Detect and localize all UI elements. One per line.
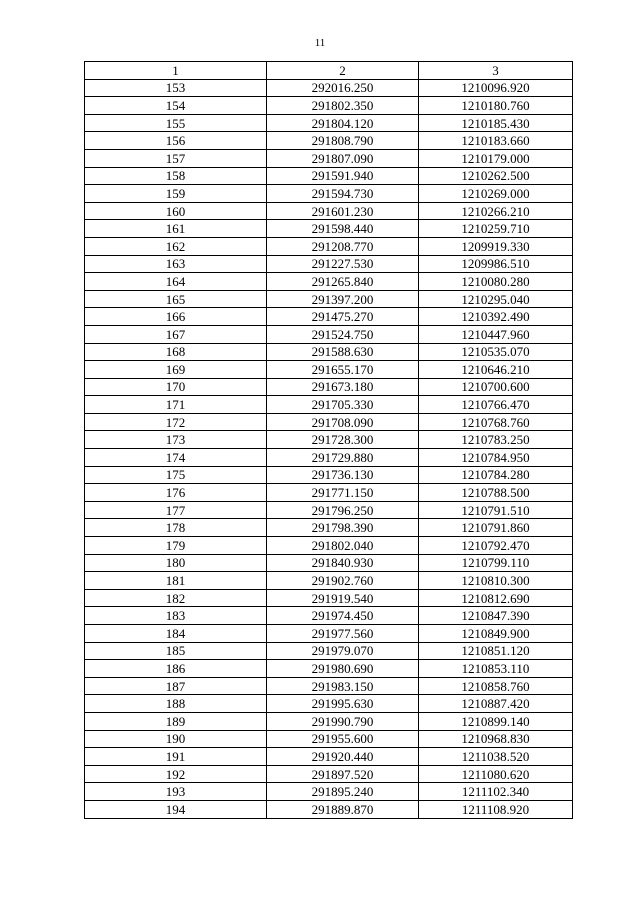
point-number-cell: 189 [85,712,267,730]
table-row [85,642,573,660]
point-number-cell: 166 [85,308,267,326]
x-coordinate-cell: 291397.200 [267,290,419,308]
table-row [85,537,573,555]
table-row [85,185,573,203]
x-coordinate-cell: 291983.150 [267,677,419,695]
table-row [85,519,573,537]
y-coordinate-cell: 1210185.430 [419,114,573,132]
table-header-row [85,62,573,80]
table-row [85,572,573,590]
point-number-cell: 182 [85,589,267,607]
x-coordinate-cell: 291227.530 [267,255,419,273]
table-row [85,378,573,396]
y-coordinate-cell: 1210700.600 [419,378,573,396]
point-number-cell: 171 [85,396,267,414]
point-number-cell: 164 [85,273,267,291]
x-coordinate-cell: 291588.630 [267,343,419,361]
point-number-cell: 190 [85,730,267,748]
table-row [85,237,573,255]
x-coordinate-cell: 291475.270 [267,308,419,326]
point-number-cell: 176 [85,484,267,502]
point-number-cell: 163 [85,255,267,273]
point-number-cell: 170 [85,378,267,396]
point-number-cell: 174 [85,449,267,467]
point-number-cell: 184 [85,625,267,643]
x-coordinate-cell: 291524.750 [267,325,419,343]
point-number-cell: 180 [85,554,267,572]
point-number-cell: 157 [85,149,267,167]
table-row [85,625,573,643]
y-coordinate-cell: 1209919.330 [419,237,573,255]
x-coordinate-cell: 291974.450 [267,607,419,625]
x-coordinate-cell: 291840.930 [267,554,419,572]
table-row [85,343,573,361]
point-number-cell: 154 [85,97,267,115]
y-coordinate-cell: 1210968.830 [419,730,573,748]
x-coordinate-cell: 291729.880 [267,449,419,467]
table-row [85,554,573,572]
y-coordinate-cell: 1210783.250 [419,431,573,449]
table-row [85,396,573,414]
x-coordinate-cell: 292016.250 [267,79,419,97]
x-coordinate-cell: 291708.090 [267,413,419,431]
x-coordinate-cell: 291594.730 [267,185,419,203]
x-coordinate-cell: 291736.130 [267,466,419,484]
point-number-cell: 193 [85,783,267,801]
x-coordinate-cell: 291889.870 [267,800,419,818]
y-coordinate-cell: 1210259.710 [419,220,573,238]
y-coordinate-cell: 1210262.500 [419,167,573,185]
table-row [85,695,573,713]
y-coordinate-cell: 1210180.760 [419,97,573,115]
table-header [85,62,573,80]
table-row [85,484,573,502]
table-row [85,712,573,730]
table-row [85,167,573,185]
point-number-cell: 186 [85,660,267,678]
y-coordinate-cell: 1210766.470 [419,396,573,414]
x-coordinate-cell: 291995.630 [267,695,419,713]
y-coordinate-cell: 1211038.520 [419,748,573,766]
y-coordinate-cell: 1210851.120 [419,642,573,660]
table-row [85,202,573,220]
table-row [85,361,573,379]
x-coordinate-cell: 291802.040 [267,537,419,555]
point-number-cell: 192 [85,765,267,783]
y-coordinate-cell: 1210791.510 [419,501,573,519]
y-coordinate-cell: 1210447.960 [419,325,573,343]
table-row [85,273,573,291]
x-coordinate-cell: 291895.240 [267,783,419,801]
table-row [85,325,573,343]
x-coordinate-cell: 291802.350 [267,97,419,115]
point-number-cell: 194 [85,800,267,818]
y-coordinate-cell: 1210858.760 [419,677,573,695]
y-coordinate-cell: 1211102.340 [419,783,573,801]
point-number-cell: 181 [85,572,267,590]
table-row [85,730,573,748]
y-coordinate-cell: 1210392.490 [419,308,573,326]
x-coordinate-cell: 291977.560 [267,625,419,643]
x-coordinate-cell: 291655.170 [267,361,419,379]
point-number-cell: 173 [85,431,267,449]
x-coordinate-cell: 291796.250 [267,501,419,519]
x-coordinate-cell: 291897.520 [267,765,419,783]
table-row [85,79,573,97]
y-coordinate-cell: 1210788.500 [419,484,573,502]
point-number-cell: 183 [85,607,267,625]
table-row [85,132,573,150]
y-coordinate-cell: 1210784.280 [419,466,573,484]
y-coordinate-cell: 1210792.470 [419,537,573,555]
table-row [85,114,573,132]
y-coordinate-cell: 1210847.390 [419,607,573,625]
y-coordinate-cell: 1210853.110 [419,660,573,678]
x-coordinate-cell: 291798.390 [267,519,419,537]
x-coordinate-cell: 291265.840 [267,273,419,291]
point-number-cell: 172 [85,413,267,431]
y-coordinate-cell: 1210096.920 [419,79,573,97]
x-coordinate-cell: 291902.760 [267,572,419,590]
x-coordinate-cell: 291919.540 [267,589,419,607]
x-coordinate-cell: 291980.690 [267,660,419,678]
point-number-cell: 162 [85,237,267,255]
point-number-cell: 187 [85,677,267,695]
y-coordinate-cell: 1210812.690 [419,589,573,607]
x-coordinate-cell: 291920.440 [267,748,419,766]
point-number-cell: 155 [85,114,267,132]
x-coordinate-cell: 291673.180 [267,378,419,396]
y-coordinate-cell: 1210768.760 [419,413,573,431]
table-row [85,413,573,431]
table-row [85,783,573,801]
table-row [85,97,573,115]
point-number-cell: 159 [85,185,267,203]
point-number-cell: 161 [85,220,267,238]
point-number-cell: 167 [85,325,267,343]
x-coordinate-cell: 291601.230 [267,202,419,220]
column-header-2: 2 [267,62,419,80]
table-row [85,466,573,484]
point-number-cell: 153 [85,79,267,97]
y-coordinate-cell: 1210266.210 [419,202,573,220]
x-coordinate-cell: 291591.940 [267,167,419,185]
x-coordinate-cell: 291990.790 [267,712,419,730]
x-coordinate-cell: 291728.300 [267,431,419,449]
y-coordinate-cell: 1210535.070 [419,343,573,361]
y-coordinate-cell: 1211108.920 [419,800,573,818]
y-coordinate-cell: 1210849.900 [419,625,573,643]
y-coordinate-cell: 1210899.140 [419,712,573,730]
page-number: 11 [314,37,326,49]
x-coordinate-cell: 291705.330 [267,396,419,414]
x-coordinate-cell: 291807.090 [267,149,419,167]
y-coordinate-cell: 1209986.510 [419,255,573,273]
y-coordinate-cell: 1210646.210 [419,361,573,379]
column-header-1: 1 [85,62,267,80]
y-coordinate-cell: 1210887.420 [419,695,573,713]
x-coordinate-cell: 291804.120 [267,114,419,132]
point-number-cell: 169 [85,361,267,379]
x-coordinate-cell: 291598.440 [267,220,419,238]
point-number-cell: 177 [85,501,267,519]
y-coordinate-cell: 1210080.280 [419,273,573,291]
y-coordinate-cell: 1210183.660 [419,132,573,150]
x-coordinate-cell: 291979.070 [267,642,419,660]
point-number-cell: 179 [85,537,267,555]
y-coordinate-cell: 1211080.620 [419,765,573,783]
table-row [85,660,573,678]
point-number-cell: 165 [85,290,267,308]
y-coordinate-cell: 1210179.000 [419,149,573,167]
y-coordinate-cell: 1210269.000 [419,185,573,203]
y-coordinate-cell: 1210295.040 [419,290,573,308]
x-coordinate-cell: 291208.770 [267,237,419,255]
point-number-cell: 168 [85,343,267,361]
y-coordinate-cell: 1210791.860 [419,519,573,537]
table-row [85,501,573,519]
table-row [85,220,573,238]
y-coordinate-cell: 1210799.110 [419,554,573,572]
table-row [85,677,573,695]
table-row [85,449,573,467]
column-header-3: 3 [419,62,573,80]
y-coordinate-cell: 1210784.950 [419,449,573,467]
coordinates-table [84,61,573,819]
table-row [85,607,573,625]
point-number-cell: 158 [85,167,267,185]
x-coordinate-cell: 291771.150 [267,484,419,502]
x-coordinate-cell: 291808.790 [267,132,419,150]
table-row [85,431,573,449]
point-number-cell: 191 [85,748,267,766]
table-body [85,79,573,818]
point-number-cell: 175 [85,466,267,484]
point-number-cell: 185 [85,642,267,660]
point-number-cell: 188 [85,695,267,713]
x-coordinate-cell: 291955.600 [267,730,419,748]
point-number-cell: 178 [85,519,267,537]
table-row [85,800,573,818]
table-row [85,255,573,273]
table-row [85,290,573,308]
point-number-cell: 156 [85,132,267,150]
table-row [85,589,573,607]
table-row [85,748,573,766]
y-coordinate-cell: 1210810.300 [419,572,573,590]
point-number-cell: 160 [85,202,267,220]
table-row [85,149,573,167]
table-row [85,308,573,326]
table-row [85,765,573,783]
